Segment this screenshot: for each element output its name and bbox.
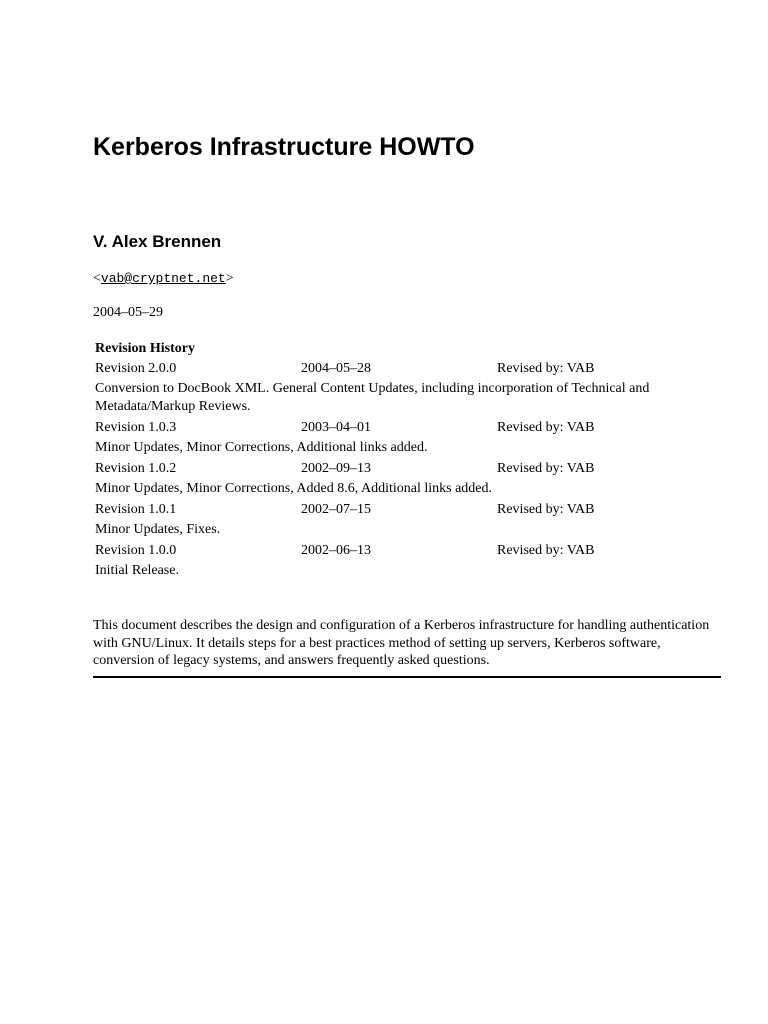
document-abstract: This document describes the design and configuration of a Kerberos infrastructure for handling authentication with GNU/Linux. It details steps for a best practices method of setting up servers, Kerberos software, conversion of legacy systems, and answers frequently asked questions. — [93, 618, 710, 668]
revision-date: 2002–07–15 — [301, 502, 371, 517]
revision-number: Revision 1.0.1 — [95, 502, 177, 517]
revision-author: Revised by: VAB — [497, 502, 595, 517]
revision-author: Revised by: VAB — [497, 361, 595, 376]
revision-author: Revised by: VAB — [497, 543, 595, 558]
revision-number: Revision 1.0.0 — [95, 543, 177, 558]
revision-number: Revision 1.0.3 — [95, 420, 177, 435]
horizontal-rule — [93, 676, 721, 678]
author-name: V. Alex Brennen — [93, 232, 222, 251]
revision-number: Revision 1.0.2 — [95, 461, 177, 476]
revision-date: 2002–09–13 — [301, 461, 371, 476]
revision-description: Minor Updates, Minor Corrections, Additional links added. — [95, 440, 428, 455]
author-email-link[interactable]: vab@cryptnet.net — [100, 271, 226, 286]
revision-author: Revised by: VAB — [497, 420, 595, 435]
revision-description: Initial Release. — [95, 563, 179, 578]
email-open-bracket: < — [93, 271, 101, 286]
revision-history — [95, 340, 695, 583]
revision-date: 2004–05–28 — [301, 361, 371, 376]
revision-entry — [95, 360, 695, 419]
revision-row — [95, 360, 695, 380]
revision-description: Minor Updates, Fixes. — [95, 522, 221, 537]
revision-row — [95, 501, 695, 521]
revision-row — [95, 460, 695, 480]
document-title: Kerberos Infrastructure HOWTO — [93, 133, 475, 161]
revision-author: Revised by: VAB — [497, 461, 595, 476]
publication-date: 2004–05–29 — [93, 305, 163, 320]
email-close-bracket: > — [225, 271, 234, 286]
revision-date: 2003–04–01 — [301, 420, 371, 435]
revision-entry — [95, 419, 695, 460]
revision-row — [95, 542, 695, 562]
author-email-line — [93, 270, 234, 288]
revision-row — [95, 419, 695, 439]
revision-description: Conversion to DocBook XML. General Content Updates, including incorporation of Technical and Metadata/Markup Reviews. — [95, 381, 650, 414]
revision-entry — [95, 542, 695, 583]
revision-number: Revision 2.0.0 — [95, 361, 177, 376]
revision-description: Minor Updates, Minor Corrections, Added 8.6, Additional links added. — [95, 481, 493, 496]
revision-entry — [95, 460, 695, 501]
revision-history-heading: Revision History — [95, 341, 195, 356]
revision-entry — [95, 501, 695, 542]
revision-date: 2002–06–13 — [301, 543, 371, 558]
